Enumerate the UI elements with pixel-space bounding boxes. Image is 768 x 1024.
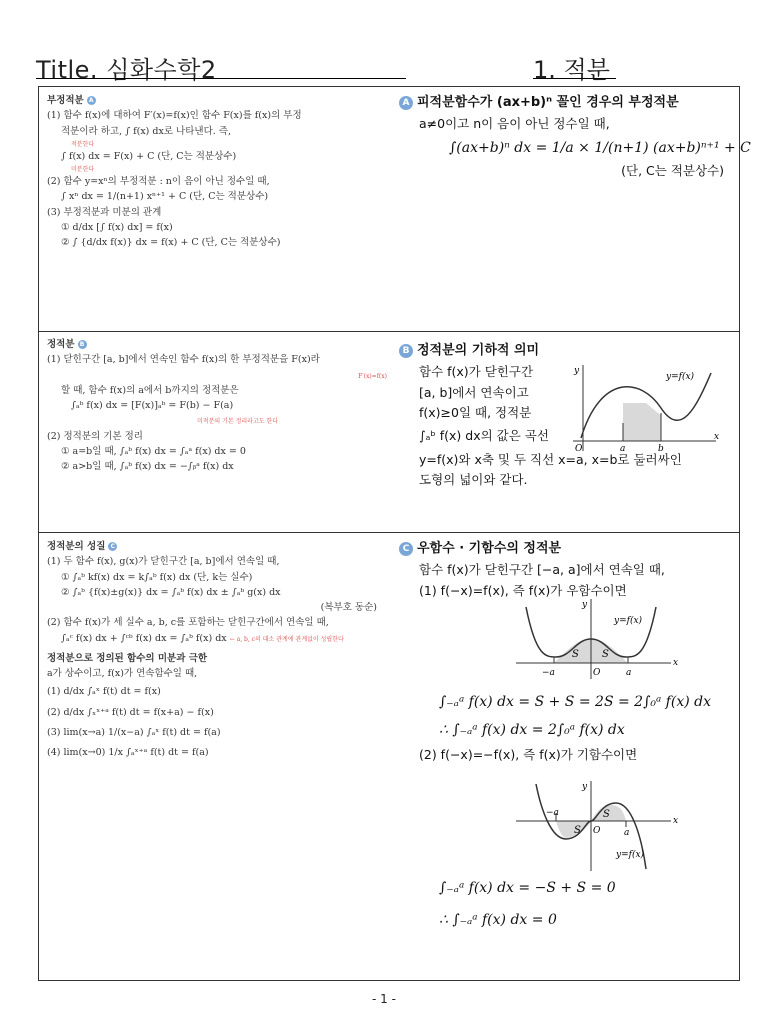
a-label: a	[626, 668, 632, 678]
curve-label: y=f(x)	[616, 850, 645, 860]
even-function-formulas	[399, 691, 734, 766]
linear-power-integral	[399, 91, 751, 182]
odd-function-graph	[496, 779, 686, 874]
text-line: 적분이라 하고, ∫ f(x) dx로 나타낸다. 즉,	[61, 125, 231, 137]
text-line: (3) 부정적분과 미분의 관계	[47, 206, 162, 218]
text-line: 할 때, 함수 f(x)의 a에서 b까지의 정적분은	[61, 384, 239, 396]
formula: ∫(ax+b)ⁿ dx = 1/a × 1/(n+1) (ax+b)ⁿ⁺¹ + C	[449, 139, 751, 156]
definite-integral-properties	[47, 539, 397, 761]
area-label-s: S	[574, 825, 581, 836]
area-label-s: S	[602, 649, 609, 660]
badge-a-icon: A	[399, 96, 413, 110]
formula: ② ∫ {d/dx f(x)} dx = f(x) + C (단, C는 적분상수)	[61, 237, 281, 248]
text-line: f(x)≥0일 때, 정적분	[419, 404, 532, 420]
text-line: (2) f(−x)=−f(x), 즉 f(x)가 기함수이면	[419, 747, 638, 763]
page-number: - 1 -	[372, 992, 396, 1006]
text-line: y=f(x)와 x축 및 두 직선 x=a, x=b로 둘러싸인	[419, 451, 682, 467]
formula: ∴ ∫₋ₐᵃ f(x) dx = 0	[439, 911, 557, 928]
text-line: ∫ₐᵇ f(x) dx의 값은 곡선	[419, 428, 549, 444]
formula: ∫₋ₐᵃ f(x) dx = −S + S = 0	[439, 880, 616, 896]
section-heading: 우함수 · 기함수의 정적분	[417, 541, 562, 556]
section-heading: 부정적분	[47, 95, 84, 106]
text-line: (2) 함수 y=xⁿ의 부정적분 : n이 음이 아닌 정수일 때,	[47, 176, 270, 187]
even-odd-integral	[399, 537, 734, 601]
formula: ∫ xⁿ dx = 1/(n+1) xⁿ⁺¹ + C (단, C는 적분상수)	[61, 191, 269, 203]
annotation: ← a, b, c의 대소 관계에 관계없이 성립한다	[229, 635, 344, 643]
chapter-underline	[533, 78, 616, 79]
formula: ∫₋ₐᵃ f(x) dx = S + S = 2S = 2∫₀ᵃ f(x) dx	[439, 694, 711, 710]
curve-label: y=f(x)	[666, 372, 695, 382]
formula: (4) lim(x→0) 1/x ∫ₐˣ⁺ᵃ f(t) dt = f(a)	[47, 747, 209, 758]
text-line: a가 상수이고, f(x)가 연속함수일 때,	[47, 668, 198, 679]
text-line: 도형의 넓이와 같다.	[419, 472, 528, 488]
formula: ∫ₐᵇ f(x) dx = [F(x)]ₐᵇ = F(b) − F(a)	[71, 400, 234, 411]
text-line: (복부호 동순)	[320, 602, 377, 613]
neg-a-label: −a	[542, 668, 555, 678]
curve-label: y=f(x)	[614, 616, 643, 626]
content-frame	[38, 86, 751, 981]
text-line: (1) f(−x)=f(x), 즉 f(x)가 우함수이면	[419, 582, 627, 598]
x-label: x	[673, 816, 679, 826]
badge-b-icon: B	[399, 344, 413, 358]
formula: ∴ ∫₋ₐᵃ f(x) dx = 2∫₀ᵃ f(x) dx	[439, 721, 625, 738]
a-label: a	[620, 444, 626, 453]
section-divider	[39, 532, 739, 533]
annotation: F′(x)=f(x)	[358, 372, 387, 380]
badge-c-icon: C	[108, 542, 117, 551]
a-label: a	[624, 828, 630, 838]
badge-c-icon: C	[399, 542, 413, 556]
formula: ② a>b일 때, ∫ₐᵇ f(x) dx = −∫ᵦᵃ f(x) dx	[61, 461, 234, 472]
odd-function-formulas	[399, 877, 734, 932]
formula: (1) d/dx ∫ₐˣ f(t) dt = f(x)	[47, 686, 161, 698]
neg-a-label: −a	[546, 808, 559, 818]
text-line: 함수 f(x)가 닫힌구간	[419, 364, 534, 380]
formula: ② ∫ₐᵇ {f(x)±g(x)} dx = ∫ₐᵇ f(x) dx ± ∫ₐᵇ g(x) dx	[61, 586, 281, 598]
formula: ① d/dx [∫ f(x) dx] = f(x)	[61, 221, 173, 233]
area-under-curve-graph	[571, 363, 721, 453]
text-line: (1) 두 함수 f(x), g(x)가 닫힌구간 [a, b]에서 연속일 때,	[47, 556, 280, 568]
shaded-area	[623, 403, 661, 441]
badge-b-icon: B	[78, 340, 87, 349]
section-heading: 정적분의 기하적 의미	[417, 343, 540, 358]
y-label: y	[582, 600, 588, 610]
title-underline	[36, 78, 406, 79]
indefinite-integral-summary	[47, 93, 397, 251]
origin-label: O	[593, 826, 601, 836]
area-label-s: S	[572, 649, 579, 660]
definite-integral-summary	[47, 337, 397, 475]
section-heading: 정적분으로 정의된 함수의 미분과 극한	[47, 652, 208, 664]
formula: ① ∫ₐᵇ kf(x) dx = k∫ₐᵇ f(x) dx (단, k는 실수)	[61, 571, 253, 583]
section-heading: 정적분의 성질	[47, 541, 106, 552]
b-label: b	[658, 444, 664, 453]
text-line: a≠0이고 n이 음이 아닌 정수일 때,	[419, 116, 610, 132]
document-title: Title. 심화수학2	[36, 56, 217, 84]
section-heading: 피적분함수가 (ax+b)ⁿ 꼴인 경우의 부정적분	[417, 95, 679, 110]
area-label-s: S	[603, 809, 610, 820]
constant-note: (단, C는 적분상수)	[621, 163, 724, 179]
formula: (3) lim(x→a) 1/(x−a) ∫ₐˣ f(t) dt = f(a)	[47, 726, 221, 738]
x-label: x	[714, 432, 720, 442]
text-line: (1) 함수 f(x)에 대하여 F′(x)=f(x)인 함수 F(x)를 f(x)의 부정	[47, 110, 302, 122]
section-heading: 정적분	[47, 339, 75, 350]
origin-label: O	[593, 668, 601, 678]
x-label: x	[673, 658, 679, 668]
formula: ∫ₐᶜ f(x) dx + ∫ᶜᵇ f(x) dx = ∫ₐᵇ f(x) dx	[61, 632, 227, 644]
y-label: y	[574, 366, 580, 376]
formula: (2) d/dx ∫ₓˣ⁺ᵃ f(t) dt = f(x+a) − f(x)	[47, 706, 214, 718]
formula: ∫ f(x) dx = F(x) + C (단, C는 적분상수)	[61, 150, 237, 162]
y-label: y	[582, 782, 588, 792]
formula: ① a=b일 때, ∫ₐᵇ f(x) dx = ∫ₐᵃ f(x) dx = 0	[61, 445, 246, 457]
text-line: (2) 함수 f(x)가 세 실수 a, b, c를 포함하는 닫힌구간에서 연속일 때,	[47, 617, 329, 629]
text-line: 함수 f(x)가 닫힌구간 [−a, a]에서 연속일 때,	[419, 562, 665, 578]
chapter-title: 1. 적분	[533, 56, 610, 84]
even-function-graph	[496, 597, 686, 682]
badge-a-icon: A	[87, 96, 96, 105]
text-line: [a, b]에서 연속이고	[419, 384, 529, 400]
annotation: 미분한다	[71, 166, 95, 173]
origin-label: O	[575, 444, 583, 453]
text-line: (2) 정적분의 기본 정리	[47, 430, 143, 442]
section-divider	[39, 331, 739, 332]
annotation: 미적분의 기본 정리라고도 한다	[197, 418, 279, 426]
annotation: 적분한다	[71, 140, 95, 148]
text-line: (1) 닫힌구간 [a, b]에서 연속인 함수 f(x)의 한 부정적분을 F(x)라	[47, 354, 320, 366]
